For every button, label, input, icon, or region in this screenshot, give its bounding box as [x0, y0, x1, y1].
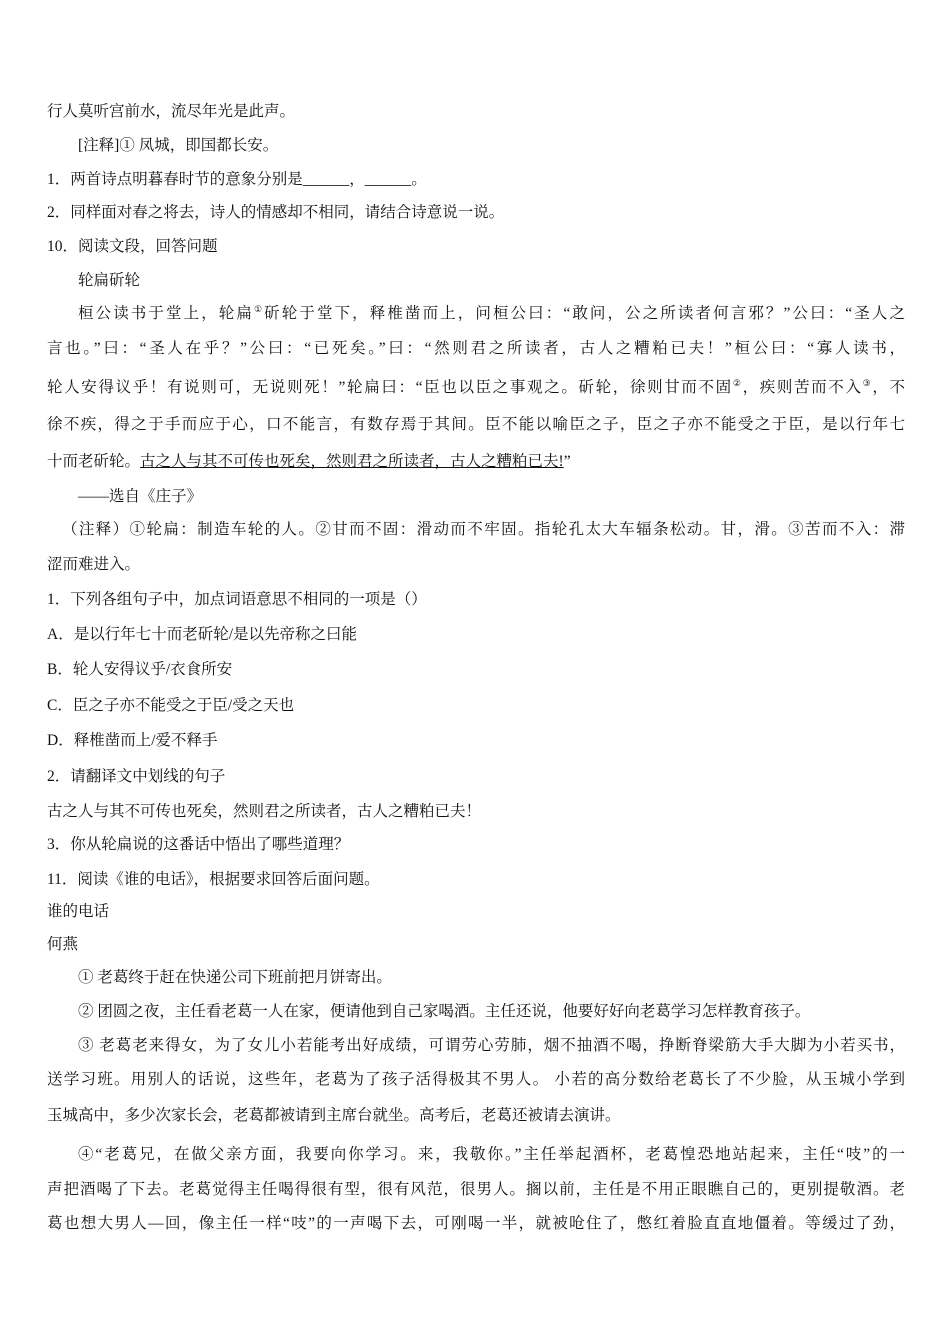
passage-line: [78, 304, 905, 324]
text: 桓公读书于堂上，轮扁: [78, 305, 254, 322]
option-c: C．臣之子亦不能受之于臣/受之天也: [47, 697, 295, 714]
passage-line: 言也。”曰：“圣人在乎？”公曰：“已死矣。”曰：“然则君之所读者，古人之糟粕已夫！”桓公曰：“寡人读书，: [47, 340, 905, 357]
passage-notes: 涩而难进入。: [47, 556, 141, 573]
story-paragraph: ① 老葛终于赶在快递公司下班前把月饼寄出。: [78, 969, 392, 986]
text: 斫轮于堂下，释椎凿而上，问桓公曰：“敢问，公之所读者何言邪？”公曰：“圣人之: [264, 305, 905, 322]
story-line: ③ 老葛老来得女，为了女儿小若能考出好成绩，可谓劳心劳肺，烟不抽酒不喝，挣断脊梁筋大手大脚为小若买书，: [78, 1037, 905, 1054]
text: ，不: [872, 379, 905, 396]
question-1: 1．两首诗点明暮春时节的意象分别是______，______。: [47, 171, 427, 188]
text: ，疾则苦而不入: [742, 379, 863, 396]
question: 3．你从轮扁说的这番话中悟出了哪些道理？: [47, 836, 350, 853]
text: 十而老斫轮。: [47, 453, 141, 470]
footnote-mark: ②: [732, 378, 743, 388]
poem-annotation: [注释]① 凤城，即国都长安。: [78, 137, 279, 154]
option-b: B．轮人安得议乎/衣食所安: [47, 661, 233, 678]
story-line: 葛也想大男人—回，像主任一样“吱”的一声喝下去，可刚喝一半，就被呛住了，憋红着脸直直地僵着。等缓过了劲，: [47, 1215, 905, 1232]
underlined-sentence: 古之人与其不可传也死矣，然则君之所读者，古人之糟粕已夫!: [140, 453, 564, 470]
poem-line: 行人莫听宫前水，流尽年光是此声。: [47, 103, 296, 120]
question: 2．请翻译文中划线的句子: [47, 768, 226, 785]
option-a: A．是以行年七十而老斫轮/是以先帝称之曰能: [47, 626, 358, 643]
story-title: 谁的电话: [47, 903, 110, 920]
question: 1．下列各组句子中，加点词语意思不相同的一项是（）: [47, 591, 427, 608]
text: 轮人安得议乎！有说则可，无说则死！”轮扁曰：“臣也以臣之事观之。斫轮，徐则甘而不固: [47, 379, 733, 396]
story-line: ④“老葛兄，在做父亲方面，我要向你学习。来，我敬你。”主任举起酒杯，老葛惶恐地站起来，主任“吱”的一: [78, 1146, 905, 1163]
passage-notes: （注释）①轮扁：制造车轮的人。②甘而不固：滑动而不牢固。指轮孔太大车辐条松动。甘，滑。③苦而不入：滞: [62, 521, 905, 538]
passage-title: 轮扁斫轮: [78, 272, 141, 289]
story-paragraph: ② 团圆之夜，主任看老葛一人在家，便请他到自己家喝酒。主任还说，他要好好向老葛学习怎样教育孩子。: [78, 1003, 811, 1020]
passage-line: 徐不疾，得之于手而应于心，口不能言，有数存焉于其间。臣不能以喻臣之子，臣之子亦不能受之于臣，是以行年七: [47, 416, 905, 433]
story-line: 声把酒喝了下去。老葛觉得主任喝得很有型，很有风范，很男人。搁以前，主任是不用正眼瞧自己的，更别提敬酒。老: [47, 1181, 905, 1198]
story-author: 何燕: [47, 936, 79, 953]
passage-line: [47, 452, 571, 472]
text: ”: [563, 453, 571, 470]
passage-source: ——选自《庄子》: [78, 488, 203, 505]
quoted-sentence: 古之人与其不可传也死矣，然则君之所读者，古人之糟粕已夫！: [47, 803, 482, 820]
question-11-heading: 11．阅读《谁的电话》，根据要求回答后面问题。: [47, 871, 380, 888]
question-2: 2．同样面对春之将去，诗人的情感却不相同，请结合诗意说一说。: [47, 204, 505, 221]
option-d: D．释椎凿而上/爱不释手: [47, 732, 218, 749]
footnote-mark: ③: [862, 378, 873, 388]
story-line: 送学习班。用别人的话说，这些年，老葛为了孩子活得极其不男人。 小若的高分数给老葛长了不少脸，从玉城小学到: [47, 1071, 905, 1088]
story-line: 玉城高中，多少次家长会，老葛都被请到主席台就坐。高考后，老葛还被请去演讲。: [47, 1107, 621, 1124]
passage-line: [47, 378, 905, 398]
footnote-mark: ①: [254, 304, 265, 314]
question-10-heading: 10．阅读文段，回答问题: [47, 238, 218, 255]
